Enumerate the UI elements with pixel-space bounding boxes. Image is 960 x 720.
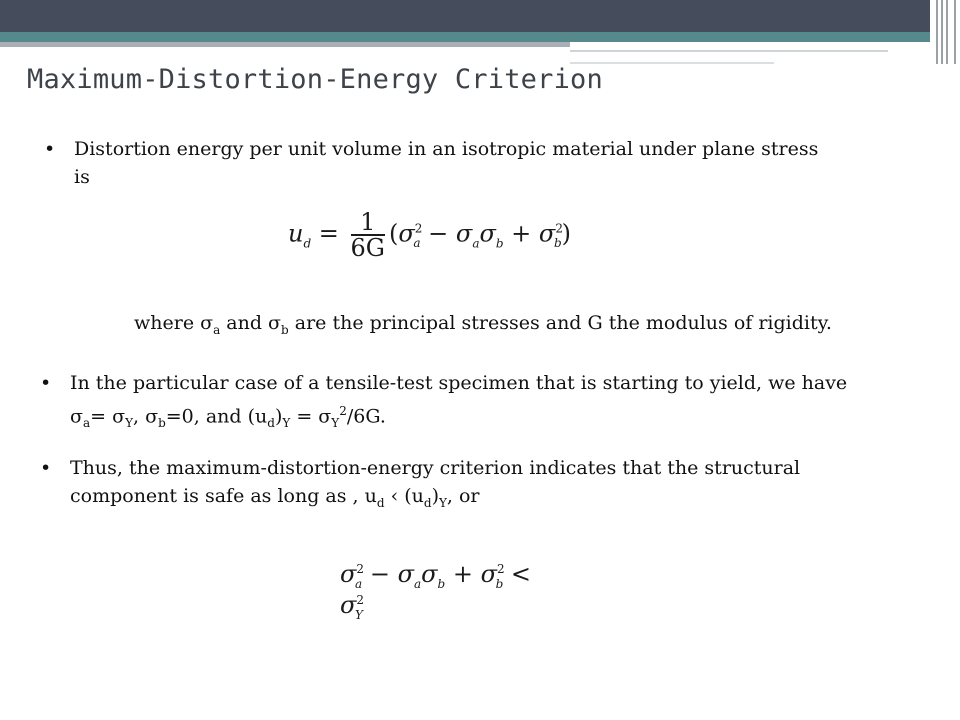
formula-distortion-energy: $u_d$ = $\frac{1}{6G}$ $(\sigma^2_a - \sigma_a\sigma_b + \sigma^2_b)$ bbox=[288, 208, 572, 262]
principal-stresses-note: where $\sigma_a$ and $\sigma_b$ are the principal stresses and G the modulus of rigidity. bbox=[134, 312, 832, 337]
formula-safety-criterion: $\sigma^2_a - \sigma_a\sigma_b + \sigma^2_b < \sigma^2_Y$ bbox=[340, 560, 532, 622]
teal-stripe bbox=[0, 32, 930, 42]
bullet-text: Thus, the maximum-distortion-energy criterion indicates that the structural component is safe as long as , $u_d$ ‹ $(u_d)_Y$, or bbox=[70, 457, 801, 510]
bullet-safety-condition bbox=[40, 454, 940, 517]
fraction: $\frac{1}{6G}$ bbox=[350, 208, 385, 262]
bullet-text: In the particular case of a tensile-test specimen that is starting to yield, we have $\sigma_a= \sigma_Y$, $\sigma_b=0$, and $(u_d)_Y = \sigma_Y^2/6G$. bbox=[70, 372, 848, 431]
bullet-tensile-test bbox=[40, 369, 940, 437]
bullet-dot: • bbox=[40, 372, 52, 394]
bullet-distortion-energy bbox=[44, 135, 924, 191]
slide-title: Maximum-Distortion-Energy Criterion bbox=[27, 64, 603, 95]
bullet-dot: • bbox=[44, 138, 56, 160]
right-decor-lines bbox=[930, 0, 960, 64]
bullet-dot: • bbox=[40, 457, 52, 479]
bullet-text: Distortion energy per unit volume in an isotropic material under plane stress is bbox=[74, 138, 819, 188]
decor-line bbox=[570, 50, 888, 52]
grey-stripe bbox=[0, 42, 570, 47]
top-banner bbox=[0, 0, 960, 32]
